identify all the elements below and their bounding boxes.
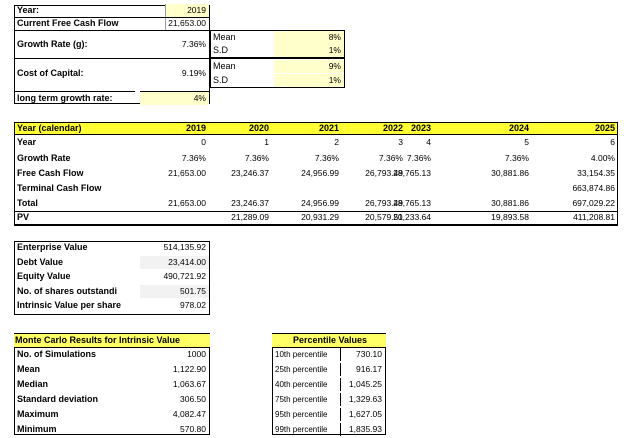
projection-cell[interactable]: 4.00% xyxy=(590,153,615,163)
percentile-value[interactable]: 1,627.05 xyxy=(340,408,385,421)
percentile-title: Percentile Values xyxy=(272,334,386,348)
projection-cell[interactable]: 7.36% xyxy=(504,153,529,163)
rule xyxy=(14,30,210,31)
projection-year-header: 2021 xyxy=(318,123,339,133)
percentile-label: 95th percentile xyxy=(275,410,328,419)
year-input[interactable]: 2019 xyxy=(165,4,209,17)
percentile-label: 99th percentile xyxy=(275,425,328,434)
valuation-label: Enterprise Value xyxy=(17,242,88,252)
valuation-label: Intrinsic Value per share xyxy=(17,300,122,311)
coc-sd-input[interactable]: 1% xyxy=(274,74,344,87)
projection-cell[interactable]: 30,881.86 xyxy=(491,198,529,208)
coc-sd-label: S.D xyxy=(213,75,229,85)
monte-carlo-label: Minimum xyxy=(17,424,57,434)
projection-cell[interactable]: 30,881.86 xyxy=(491,168,529,178)
year-label: Year: xyxy=(17,5,40,15)
percentile-value[interactable]: 1,329.63 xyxy=(340,393,385,406)
monte-carlo-title: Monte Carlo Results for Intrinsic Value xyxy=(14,334,210,348)
projection-cell[interactable]: 1 xyxy=(264,137,269,147)
projection-cell[interactable]: 7.36% xyxy=(378,153,403,163)
coc-mean-input[interactable]: 9% xyxy=(274,60,344,73)
percentile-label: 75th percentile xyxy=(275,395,328,404)
projection-cell[interactable]: 7.36% xyxy=(244,153,269,163)
projection-cell[interactable]: 7.36% xyxy=(314,153,339,163)
projection-cell[interactable]: 33,154.35 xyxy=(577,168,615,178)
projection-year-header: 2019 xyxy=(185,123,206,133)
total-separator xyxy=(14,211,618,212)
projection-cell[interactable]: 28,765.13 xyxy=(393,198,431,208)
monte-carlo-value[interactable]: 306.50 xyxy=(180,394,206,404)
valuation-value[interactable]: 501.75 xyxy=(140,285,209,298)
total-separator xyxy=(14,224,618,225)
projection-cell[interactable]: 6 xyxy=(610,137,615,147)
percentile-value[interactable]: 730.10 xyxy=(340,348,385,361)
projection-cell[interactable]: 663,874.86 xyxy=(572,183,615,193)
valuation-value[interactable]: 514,135.92 xyxy=(163,242,206,252)
projection-cell[interactable]: 24,956.99 xyxy=(301,168,339,178)
percentile-value[interactable]: 916.17 xyxy=(340,363,385,376)
monte-carlo-label: Standard deviation xyxy=(17,394,99,404)
projection-cell[interactable]: 20,931.29 xyxy=(301,212,339,222)
monte-carlo-label: Mean xyxy=(17,364,41,374)
projection-cell[interactable]: 7.36% xyxy=(406,153,431,163)
projection-cell[interactable]: 7.36% xyxy=(181,153,206,163)
projection-cell[interactable]: 2 xyxy=(334,137,339,147)
percentile-label: 10th percentile xyxy=(275,350,328,359)
growth-mean-label: Mean xyxy=(213,32,236,42)
projection-year-header: 2022 xyxy=(382,123,403,133)
projection-year-header: 2020 xyxy=(248,123,269,133)
projection-cell[interactable]: 26,793.49 xyxy=(365,198,403,208)
monte-carlo-value[interactable]: 1,122.90 xyxy=(172,364,206,374)
monte-carlo-label: Maximum xyxy=(17,409,59,419)
projection-cell[interactable]: 21,653.00 xyxy=(168,198,206,208)
projection-year-header: 2023 xyxy=(410,123,431,133)
valuation-value[interactable]: 23,414.00 xyxy=(140,256,209,269)
projection-cell[interactable]: 28,765.13 xyxy=(393,168,431,178)
monte-carlo-value[interactable]: 1,063.67 xyxy=(172,379,206,389)
valuation-value[interactable]: 978.02 xyxy=(180,300,206,311)
projection-row-label: Growth Rate xyxy=(17,153,71,163)
projection-row-label: PV xyxy=(17,212,30,222)
growth-input[interactable]: 7.36% xyxy=(181,39,206,49)
rule xyxy=(14,58,210,59)
projection-header-label: Year (calendar) xyxy=(17,123,82,133)
projection-year-header: 2025 xyxy=(594,123,615,133)
projection-cell[interactable]: 20,233.64 xyxy=(393,212,431,222)
fcf-label: Current Free Cash Flow xyxy=(17,18,119,28)
projection-cell[interactable]: 24,956.99 xyxy=(301,198,339,208)
rule xyxy=(14,17,210,18)
monte-carlo-value[interactable]: 4,082.47 xyxy=(172,409,206,419)
percentile-value[interactable]: 1,835.93 xyxy=(340,423,385,436)
percentile-value[interactable]: 1,045.25 xyxy=(340,378,385,391)
growth-label: Growth Rate (g): xyxy=(17,39,88,49)
monte-carlo-label: No. of Simulations xyxy=(17,349,97,359)
projection-cell[interactable]: 4 xyxy=(426,137,431,147)
percentile-label: 25th percentile xyxy=(275,365,328,374)
projection-cell[interactable]: 20,579.51 xyxy=(365,212,403,222)
growth-mean-input[interactable]: 8% xyxy=(274,31,344,44)
projection-cell[interactable]: 411,208.81 xyxy=(573,212,615,222)
monte-carlo-value[interactable]: 1000 xyxy=(187,349,206,359)
fcf-input[interactable]: 21,653.00 xyxy=(165,17,209,30)
projection-row-label: Total xyxy=(17,198,38,208)
projection-cell[interactable]: 697,029.22 xyxy=(572,198,615,208)
growth-sd-label: S.D xyxy=(213,45,229,55)
coc-label: Cost of Capital: xyxy=(17,68,84,78)
ltg-input[interactable]: 4% xyxy=(140,91,209,105)
projection-cell[interactable]: 5 xyxy=(524,137,529,147)
monte-carlo-label: Median xyxy=(17,379,49,389)
projection-cell[interactable]: 26,793.49 xyxy=(365,168,403,178)
coc-input[interactable]: 9.19% xyxy=(181,68,206,78)
projection-row-label: Free Cash Flow xyxy=(17,168,84,178)
valuation-label: Debt Value xyxy=(17,256,64,267)
coc-mean-label: Mean xyxy=(213,61,236,71)
valuation-label: Equity Value xyxy=(17,271,71,282)
projection-cell[interactable]: 19,893.58 xyxy=(491,212,529,222)
valuation-value[interactable]: 490,721.92 xyxy=(163,271,206,282)
valuation-label: No. of shares outstandi xyxy=(17,285,118,296)
projection-year-header: 2024 xyxy=(508,123,529,133)
projection-cell[interactable]: 21,289.09 xyxy=(231,212,269,222)
projection-cell[interactable]: 21,653.00 xyxy=(168,168,206,178)
projection-cell[interactable]: 3 xyxy=(398,137,403,147)
projection-row-label: Terminal Cash Flow xyxy=(17,183,102,193)
projection-row-label: Year xyxy=(17,137,37,147)
monte-carlo-value[interactable]: 570.80 xyxy=(180,424,206,434)
growth-sd-input[interactable]: 1% xyxy=(274,44,344,57)
projection-cell[interactable]: 23,246.37 xyxy=(231,168,269,178)
percentile-label: 40th percentile xyxy=(275,380,328,389)
projection-cell[interactable]: 23,246.37 xyxy=(231,198,269,208)
projection-cell[interactable]: 0 xyxy=(201,137,206,147)
ltg-label: long term growth rate: xyxy=(15,91,135,105)
